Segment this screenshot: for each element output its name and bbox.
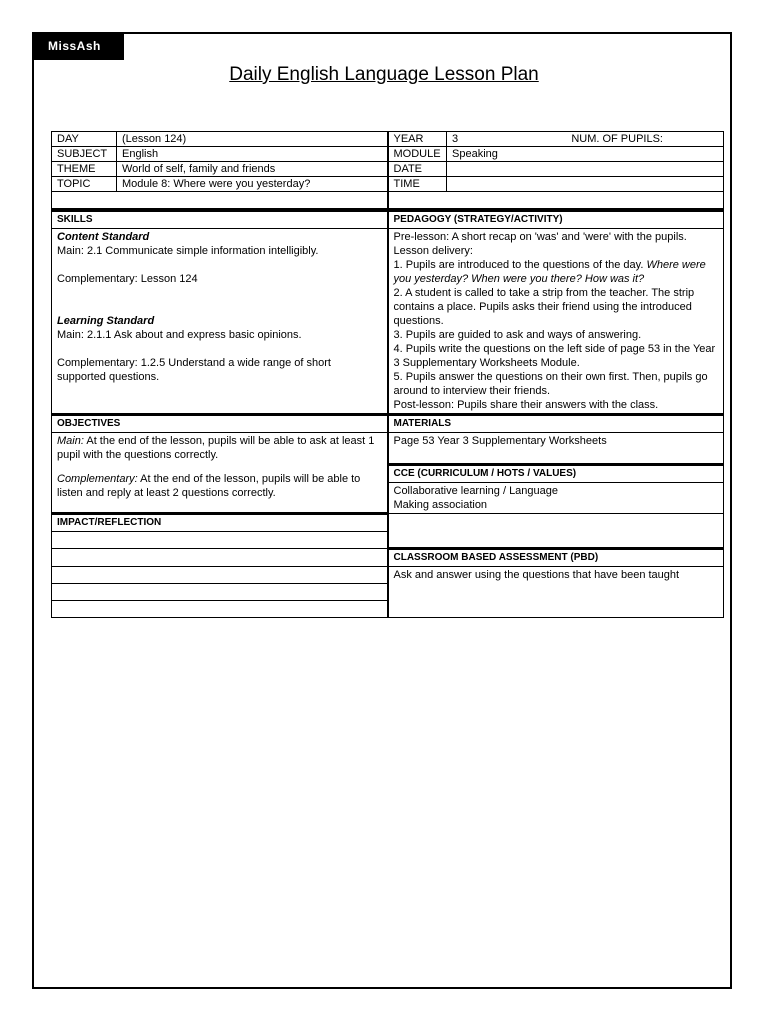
pre-lesson: Pre-lesson: A short recap on 'was' and 'were' with the pupils. — [393, 231, 687, 243]
module-label: MODULE — [388, 147, 447, 162]
objective-comp-text: At the end of the lesson, pupils will be able to listen and reply at least 2 questions correctly. — [57, 473, 361, 499]
skills-pedagogy-row — [52, 229, 724, 415]
time-value — [447, 177, 724, 192]
topic-value: Module 8: Where were you yesterday? — [117, 177, 388, 192]
post-lesson: Post-lesson: Pupils share their answers with the class. — [393, 399, 659, 411]
document-title: Daily English Language Lesson Plan — [229, 64, 539, 85]
cce-line-1: Collaborative learning / Language — [393, 485, 559, 497]
section-head-objectives-materials — [52, 415, 724, 433]
time-label: TIME — [388, 177, 447, 192]
cce-heading: CCE (CURRICULUM / HOTS / VALUES) — [388, 465, 724, 483]
step-1: 1. Pupils are introduced to the questions of the day. — [393, 259, 644, 271]
learning-standard-comp: Complementary: 1.2.5 Understand a wide range of short supported questions. — [57, 357, 331, 383]
day-label: DAY — [52, 132, 117, 147]
spacer-row — [52, 192, 724, 209]
module-value: Speaking — [447, 147, 724, 162]
pbd-content: Ask and answer using the questions that have been taught — [388, 567, 724, 618]
theme-label: THEME — [52, 162, 117, 177]
pedagogy-heading: PEDAGOGY (STRATEGY/ACTIVITY) — [388, 211, 724, 229]
topic-label: TOPIC — [52, 177, 117, 192]
content-standard-comp: Complementary: Lesson 124 — [57, 273, 198, 285]
section-head-impact — [52, 514, 724, 532]
date-label: DATE — [388, 162, 447, 177]
objectives-row — [52, 433, 724, 465]
pupils-label: NUM. OF PUPILS: — [571, 133, 663, 145]
learning-standard-main: Main: 2.1.1 Ask about and express basic opinions. — [57, 329, 302, 341]
content-standard-main: Main: 2.1 Communicate simple information intelligibly. — [57, 245, 319, 257]
skills-heading: SKILLS — [52, 211, 388, 229]
pbd-row-a — [52, 567, 724, 584]
pbd-heading: CLASSROOM BASED ASSESSMENT (PBD) — [388, 549, 724, 567]
objectives-content — [52, 433, 388, 514]
date-value — [447, 162, 724, 177]
info-row-theme — [52, 162, 724, 177]
step-1-questions: Where were you yesterday? When were you there? How was it? — [393, 259, 706, 285]
lesson-delivery: Lesson delivery: — [393, 245, 473, 257]
impact-heading: IMPACT/REFLECTION — [52, 514, 388, 532]
pedagogy-content — [388, 229, 724, 415]
step-4: 4. Pupils write the questions on the left side of page 53 in the Year 3 Supplementary Worksheets Module. — [393, 343, 716, 369]
main-table — [51, 209, 724, 618]
materials-content: Page 53 Year 3 Supplementary Worksheets — [388, 433, 724, 465]
content-standard-heading: Content Standard — [57, 231, 150, 243]
info-row-topic — [52, 177, 724, 192]
skills-content — [52, 229, 388, 415]
step-3: 3. Pupils are guided to ask and ways of answering. — [393, 329, 642, 341]
day-value: (Lesson 124) — [117, 132, 388, 147]
step-5: 5. Pupils answer the questions on their own first. Then, pupils go around to interview their friends. — [393, 371, 708, 397]
cce-content — [388, 483, 724, 514]
section-head-skills-pedagogy — [52, 211, 724, 229]
materials-heading: MATERIALS — [388, 415, 724, 433]
objective-comp-label: Complementary: — [57, 473, 138, 485]
year-label: YEAR — [388, 132, 447, 147]
objective-main-text: At the end of the lesson, pupils will be able to ask at least 1 pupil with the questions correctly. — [57, 435, 375, 461]
info-table — [51, 131, 724, 209]
brand-tag: MissAsh — [32, 32, 124, 60]
lesson-plan-grid — [51, 131, 723, 618]
step-2: 2. A student is called to take a strip from the teacher. The strip contains a place. Pupils asks their friend using the introduced questions. — [393, 287, 695, 327]
objectives-heading: OBJECTIVES — [52, 415, 388, 433]
section-head-pbd — [52, 549, 724, 567]
learning-standard-heading: Learning Standard — [57, 315, 155, 327]
theme-value: World of self, family and friends — [117, 162, 388, 177]
year-value: 3 — [452, 133, 459, 145]
subject-value: English — [117, 147, 388, 162]
objective-main-label: Main: — [57, 435, 84, 447]
cce-line-2: Making association — [393, 499, 488, 511]
year-cell — [447, 132, 724, 147]
info-row-subject — [52, 147, 724, 162]
subject-label: SUBJECT — [52, 147, 117, 162]
info-row-day — [52, 132, 724, 147]
